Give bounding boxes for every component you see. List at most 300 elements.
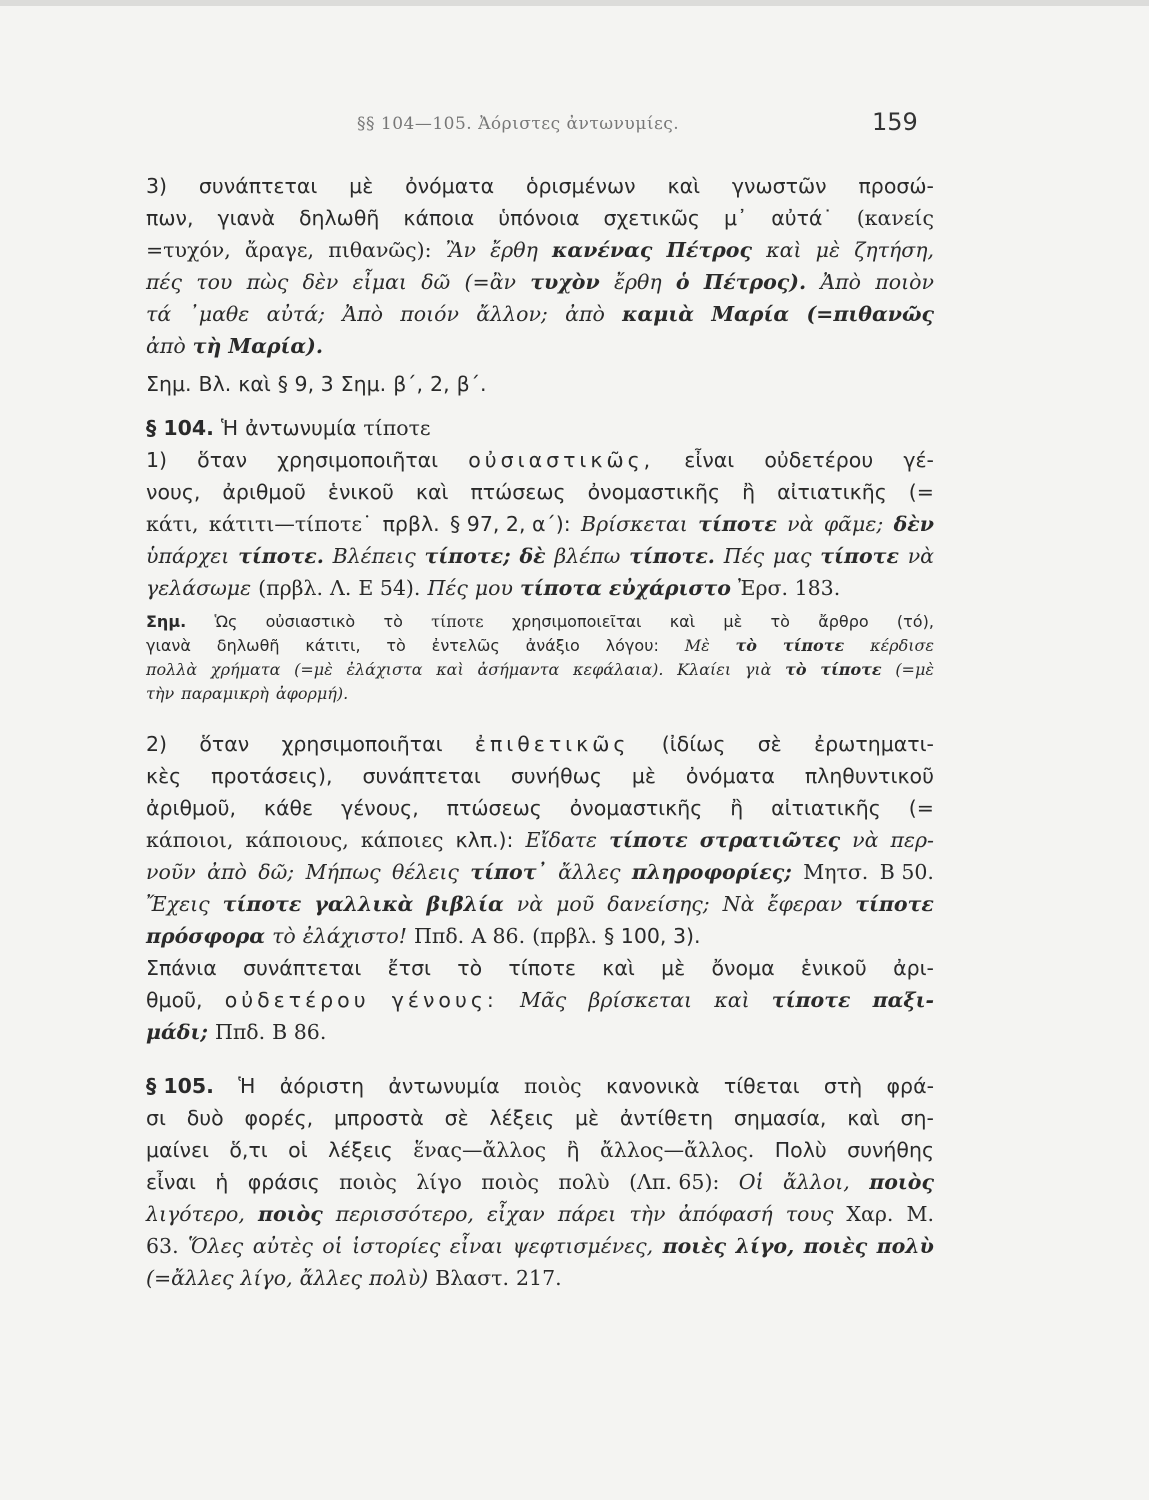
word: συνήθης	[847, 1138, 934, 1162]
word: εἶχαν	[487, 1202, 545, 1226]
word: (=πιθανῶς	[806, 302, 934, 326]
word: (τό),	[896, 612, 934, 631]
word: Οἱ	[738, 1170, 764, 1194]
word: Α 86.	[471, 924, 526, 948]
word: Μᾶς	[519, 988, 567, 1012]
word: ἀντίθετη	[619, 1106, 714, 1130]
text-line	[146, 1262, 934, 1294]
word: ἄλλοι,	[783, 1170, 850, 1194]
word: μὲ	[815, 238, 840, 262]
word: αὐτὲς	[252, 1234, 313, 1258]
word: σὲ	[444, 1106, 469, 1130]
word: ἀσήμαντα	[477, 660, 560, 679]
word: συνάπτεται	[242, 956, 362, 980]
word: δὲν	[302, 270, 339, 294]
text-line	[146, 1102, 934, 1134]
word: συνήθως	[510, 764, 602, 788]
word: βιβλία	[426, 892, 504, 916]
word: τὸ	[785, 660, 807, 679]
word: Μητσ.	[803, 860, 869, 884]
word: Κλαίει	[677, 660, 732, 679]
word: Σημ.	[146, 372, 192, 396]
word: Ἡ	[238, 1074, 256, 1098]
word: ἕνας—ἄλλος	[413, 1138, 547, 1162]
text-line	[146, 412, 934, 444]
word: φᾶμε;	[823, 512, 884, 536]
paragraph	[146, 1070, 934, 1294]
word: μαίνει	[146, 1138, 209, 1162]
word: β΄.	[456, 372, 487, 396]
word: § 104.	[146, 416, 214, 440]
word: κάτιτι,	[305, 636, 361, 655]
word: καὶ	[415, 480, 449, 504]
word: ἀπὸ	[207, 860, 247, 884]
word: κλπ.):	[455, 828, 514, 852]
word: του	[196, 270, 233, 294]
word: ἢ	[730, 796, 744, 820]
word: ποιὸς	[257, 1202, 323, 1226]
word: ὀνομαστικῆς	[587, 480, 721, 504]
word: προτάσεις),	[211, 764, 333, 788]
word: Σημ.	[340, 372, 387, 396]
word: λιγότερο,	[146, 1202, 245, 1226]
word: καὶ	[714, 988, 750, 1012]
word: συνάπτεται	[362, 764, 481, 788]
word: δηλωθῆ	[299, 206, 380, 230]
word: Μαρία	[711, 302, 790, 326]
word: νὰ	[852, 828, 879, 852]
word: τίποτε	[698, 512, 777, 536]
word: Πέτρος	[666, 238, 752, 262]
word: ἄλλον;	[476, 302, 548, 326]
word: ποιὸς	[869, 1170, 934, 1194]
text-line	[146, 266, 934, 298]
text-line	[146, 984, 934, 1016]
word: περισσότερο,	[335, 1202, 474, 1226]
word: ἔφεραν	[767, 892, 843, 916]
word: γένους,	[341, 796, 419, 820]
word: νὰ	[787, 512, 814, 536]
word: εἶμαι	[352, 270, 407, 294]
word: λίγο	[416, 1170, 462, 1194]
word: χρησιμοποιεῖται	[511, 612, 642, 631]
paragraph	[146, 610, 934, 706]
word: ἐντελῶς	[431, 636, 500, 655]
word: ἡ	[215, 1170, 229, 1194]
word: (κανείς	[856, 206, 934, 230]
word: δὲ	[519, 544, 546, 568]
word: μὲ	[661, 956, 686, 980]
word: πιθανῶς):	[328, 238, 432, 262]
word: Ε 54).	[358, 576, 421, 600]
word: (=ἄλλες	[146, 1266, 234, 1290]
word: τυχὸν	[530, 270, 600, 294]
word: ψεφτισμένες,	[512, 1234, 654, 1258]
word: κάποιες	[360, 828, 444, 852]
text-line	[146, 476, 934, 508]
word: κάποιους,	[245, 828, 349, 852]
word: μπροστὰ	[334, 1106, 424, 1130]
word: λέξεις	[328, 1138, 393, 1162]
word: τὴ	[192, 334, 222, 358]
paragraph	[146, 728, 934, 952]
scan-edge	[0, 0, 1149, 6]
word: ποιόν	[400, 302, 459, 326]
word: εἶναι	[146, 1170, 196, 1194]
text-line	[146, 792, 934, 824]
word: χρήματα	[210, 660, 281, 679]
text-line	[146, 760, 934, 792]
word: κάτιτι—τίποτε˙	[208, 512, 373, 536]
word: πων,	[146, 206, 194, 230]
word: ἱστορίες	[352, 1234, 441, 1258]
word: (πρβλ.	[258, 576, 324, 600]
word: Ἡ	[220, 416, 239, 440]
word: ὁ	[675, 270, 690, 294]
word: στρατιῶτες	[699, 828, 841, 852]
word: μὲ	[631, 764, 656, 788]
word: ζητήση,	[854, 238, 934, 262]
word: ἢ	[566, 1138, 580, 1162]
word: ποιὲς	[803, 1234, 868, 1258]
word: ἔρθη	[490, 238, 538, 262]
word: καὶ	[669, 612, 696, 631]
word: νὰ	[907, 544, 934, 568]
word: ἀπὸ	[565, 302, 605, 326]
text-line	[146, 234, 934, 266]
text-line	[146, 330, 934, 362]
word: τίποτε	[609, 828, 688, 852]
word: 1)	[146, 448, 168, 472]
word: δανείσης;	[607, 892, 710, 916]
word: κανονικὰ	[605, 1074, 700, 1098]
word: Πολὺ	[774, 1138, 827, 1162]
word: Βλ.	[198, 372, 232, 396]
word: πρβλ.	[382, 512, 440, 536]
text-line	[146, 444, 934, 476]
word: § 105.	[146, 1074, 214, 1098]
word: μάδι;	[146, 1020, 208, 1044]
word: εἶναι	[684, 448, 735, 472]
word: τίποτε.	[238, 544, 324, 568]
word: χρησιμοποιῆται	[277, 448, 439, 472]
word: τίποτε	[820, 544, 899, 568]
word: γιανὰ	[146, 636, 191, 655]
word: τὸ	[386, 636, 406, 655]
word: Β 50.	[879, 860, 934, 884]
word: κεφάλαια).	[573, 660, 664, 679]
word: τὸ	[770, 612, 790, 631]
word: ποιὸς	[481, 1170, 539, 1194]
word: Πές	[427, 576, 468, 600]
word: εὐχάριστο	[608, 576, 731, 600]
word: ἑνικοῦ	[327, 480, 394, 504]
text-line	[146, 1166, 934, 1198]
word: ἀριθμοῦ,	[146, 796, 236, 820]
word: λίγο,	[735, 1234, 795, 1258]
word: τίποτε;	[424, 544, 511, 568]
word: γνωστῶν	[731, 174, 827, 198]
word: τὸ	[735, 636, 757, 655]
word: τίποτε	[782, 636, 845, 655]
word: ἀόριστη	[279, 1074, 365, 1098]
word: γιανὰ	[217, 206, 276, 230]
word: πές	[146, 270, 182, 294]
word: ὅ,τι	[229, 1138, 268, 1162]
word: 63.	[146, 1234, 179, 1258]
word: ἐλάχιστο!	[302, 924, 407, 948]
word: γέ-	[903, 448, 934, 472]
text-line	[146, 634, 934, 658]
word: Ἔχεις	[146, 892, 210, 916]
word: τίθεται	[723, 1074, 800, 1098]
word: θμοῦ,	[146, 988, 203, 1012]
word: ἀπὸ	[146, 334, 186, 358]
word: Πές	[723, 544, 765, 568]
text-line	[146, 1230, 934, 1262]
word: μοῦ	[556, 892, 595, 916]
word: πτώσεως	[470, 480, 566, 504]
word: Μ.	[906, 1202, 934, 1226]
word: (ἰδίως	[661, 732, 726, 756]
word: § 9, 3	[277, 372, 334, 396]
text-line	[146, 682, 934, 706]
paragraph	[146, 952, 934, 1048]
paragraph	[146, 412, 934, 604]
word: ἄλλες	[558, 860, 621, 884]
word: τά	[146, 302, 172, 326]
word: πρόσφορα	[146, 924, 266, 948]
running-head: §§ 104—105. Ἀόριστες ἀντωνυμίες.	[357, 114, 680, 134]
word: οὐσιαστικὸ	[265, 612, 356, 631]
word: ἔρθη	[613, 270, 662, 294]
word: ἀντωνυμία	[245, 416, 357, 440]
word: Βρίσκεται	[581, 512, 688, 536]
word: σχετικῶς	[603, 206, 700, 230]
word: τους	[785, 1202, 834, 1226]
word: ἄλλες	[299, 1266, 362, 1290]
text-line	[146, 610, 934, 634]
word: τὸ	[272, 924, 296, 948]
word: νοῦν	[146, 860, 196, 884]
word: (=μὲ	[895, 660, 934, 679]
text-line	[146, 1070, 934, 1102]
word: Ἀπὸ	[820, 270, 861, 294]
word: λόγου:	[605, 636, 659, 655]
page-body	[146, 170, 934, 1294]
word: ποιὲς	[662, 1234, 727, 1258]
word: τίποτε	[855, 892, 934, 916]
word: Σημ.	[146, 612, 187, 631]
word: ὅταν	[199, 732, 250, 756]
word: πολὺ)	[368, 1266, 429, 1290]
text-line	[146, 572, 934, 604]
word: τίποτα	[519, 576, 602, 600]
text-line	[146, 368, 934, 400]
page-number: 159	[872, 108, 918, 136]
word: παξι-	[872, 988, 934, 1012]
word: ἀφορμή).	[275, 684, 349, 703]
text-line	[146, 856, 934, 888]
word: πολὺ	[876, 1234, 934, 1258]
word: 3)	[146, 174, 168, 198]
word: Βλέπεις	[332, 544, 416, 568]
word: θέλεις	[392, 860, 459, 884]
word: φορές,	[244, 1106, 314, 1130]
word: ἄλλος—ἄλλος.	[599, 1138, 755, 1162]
word: Μὲ	[684, 636, 710, 655]
word: φράσις	[247, 1170, 320, 1194]
word: Σπάνια	[146, 956, 217, 980]
word: κὲς	[146, 764, 182, 788]
word: ἀρι-	[893, 956, 934, 980]
word: παραμικρὴ	[181, 684, 269, 703]
word: β΄,	[393, 372, 424, 396]
word: γιὰ	[744, 660, 772, 679]
page-header	[0, 108, 1149, 144]
word: σι	[146, 1106, 166, 1130]
word: τὴν	[629, 1202, 666, 1226]
word: ἀνάξιο	[525, 636, 580, 655]
word: καμιὰ	[622, 302, 695, 326]
spacer	[146, 400, 934, 412]
word: λίγο,	[240, 1266, 293, 1290]
word: φρά-	[886, 1074, 934, 1098]
word: δῶ	[421, 270, 451, 294]
word: καὶ	[766, 238, 802, 262]
word: ὀνόματα	[685, 764, 775, 788]
word: ὑπόνοια	[498, 206, 580, 230]
text-line	[146, 952, 934, 984]
word: ὑπάρχει	[146, 544, 230, 568]
text-line	[146, 658, 934, 682]
word: Χαρ.	[846, 1202, 894, 1226]
word: χρησιμοποιῆται	[281, 732, 443, 756]
word: κάποιοι,	[146, 828, 234, 852]
word: ὄνομα	[711, 956, 775, 980]
word: τίποτε.	[629, 544, 715, 568]
word: 2)	[146, 732, 168, 756]
word: (Λπ. 65):	[629, 1170, 720, 1194]
word: πὼς	[246, 270, 289, 294]
word: ἀντωνυμία	[388, 1074, 500, 1098]
word: Εἴδατε	[525, 828, 598, 852]
word: τίποτε	[771, 988, 851, 1012]
word: κάποια	[403, 206, 475, 230]
word: δηλωθῆ	[216, 636, 280, 655]
word: γαλλικὰ	[314, 892, 414, 916]
word: ἑνικοῦ	[800, 956, 867, 980]
word: ποιὸν	[875, 270, 934, 294]
word: ἀριθμοῦ	[222, 480, 306, 504]
word: πολὺ	[558, 1170, 610, 1194]
text-line	[146, 1198, 934, 1230]
word: ὀνομαστικῆς	[569, 796, 703, 820]
paragraph	[146, 170, 934, 362]
word: Βλαστ.	[435, 1266, 510, 1290]
word: Ὅλες	[188, 1234, 244, 1258]
word: Ἂν	[445, 238, 476, 262]
word: τὸ	[383, 612, 403, 631]
word: τίποτε	[508, 956, 577, 980]
word: (πρβλ.	[532, 924, 598, 948]
word: εἶναι	[449, 1234, 504, 1258]
word: 217.	[516, 1266, 562, 1290]
word: δυὸ	[186, 1106, 224, 1130]
word: Β 86.	[272, 1020, 327, 1044]
text-line	[146, 1134, 934, 1166]
text-line	[146, 202, 934, 234]
word: § 97, 2, α΄):	[450, 512, 571, 536]
word: Μήπως	[305, 860, 381, 884]
text-line	[146, 888, 934, 920]
word: ποιὸς	[339, 1170, 397, 1194]
word: νὰ	[516, 892, 544, 916]
word: βλέπω	[554, 544, 621, 568]
word: ἐλάχιστα	[346, 660, 423, 679]
word: ἐρωτηματι-	[814, 732, 934, 756]
word: ἄρθρο	[818, 612, 869, 631]
word: Πέτρος).	[703, 270, 807, 294]
word: πάρει	[557, 1202, 617, 1226]
word: Ἀπὸ	[342, 302, 383, 326]
word: καὶ	[436, 660, 464, 679]
text-line	[146, 920, 934, 952]
word: ποιὸς	[523, 1074, 582, 1098]
spacer	[146, 1048, 934, 1070]
word: ὀνόματα	[405, 174, 495, 198]
word: τίποτε	[222, 892, 302, 916]
word: οἱ	[322, 1234, 343, 1258]
word: τίποτε	[363, 416, 431, 440]
word: συνάπτεται	[198, 174, 318, 198]
word: ὅταν	[197, 448, 248, 472]
word: (=	[908, 480, 934, 504]
word: νους,	[146, 480, 201, 504]
word: κανένας	[552, 238, 653, 262]
word: καὶ	[667, 174, 701, 198]
word: αἰτιατικῆς	[771, 796, 881, 820]
word: ὁρισμένων	[525, 174, 636, 198]
word: μας	[772, 544, 812, 568]
word: =τυχόν,	[146, 238, 231, 262]
word: καὶ	[847, 1106, 880, 1130]
text-line	[146, 540, 934, 572]
word: οὐδετέρου	[224, 988, 370, 1012]
word: σὲ	[757, 732, 782, 756]
word: ᾽μαθε	[188, 302, 250, 326]
word: ἀπόφασή	[678, 1202, 773, 1226]
word: στὴ	[823, 1074, 863, 1098]
word: καὶ	[602, 956, 635, 980]
text-line	[146, 298, 934, 330]
word: Λ.	[330, 576, 352, 600]
paragraph	[146, 368, 934, 400]
word: δῶ;	[258, 860, 295, 884]
word: κέρδισε	[870, 636, 934, 655]
word: γένους:	[391, 988, 498, 1012]
word: καὶ	[238, 372, 271, 396]
word: οἱ	[288, 1138, 308, 1162]
word: πληροφορίες;	[631, 860, 792, 884]
word: ση-	[900, 1106, 934, 1130]
word: δὲν	[893, 512, 934, 536]
word: κάτι,	[146, 512, 199, 536]
word: τίποτ᾽	[470, 860, 547, 884]
word: Μαρία).	[228, 334, 324, 358]
word: βρίσκεται	[588, 988, 693, 1012]
word: οὐσιαστικῶς,	[468, 448, 655, 472]
